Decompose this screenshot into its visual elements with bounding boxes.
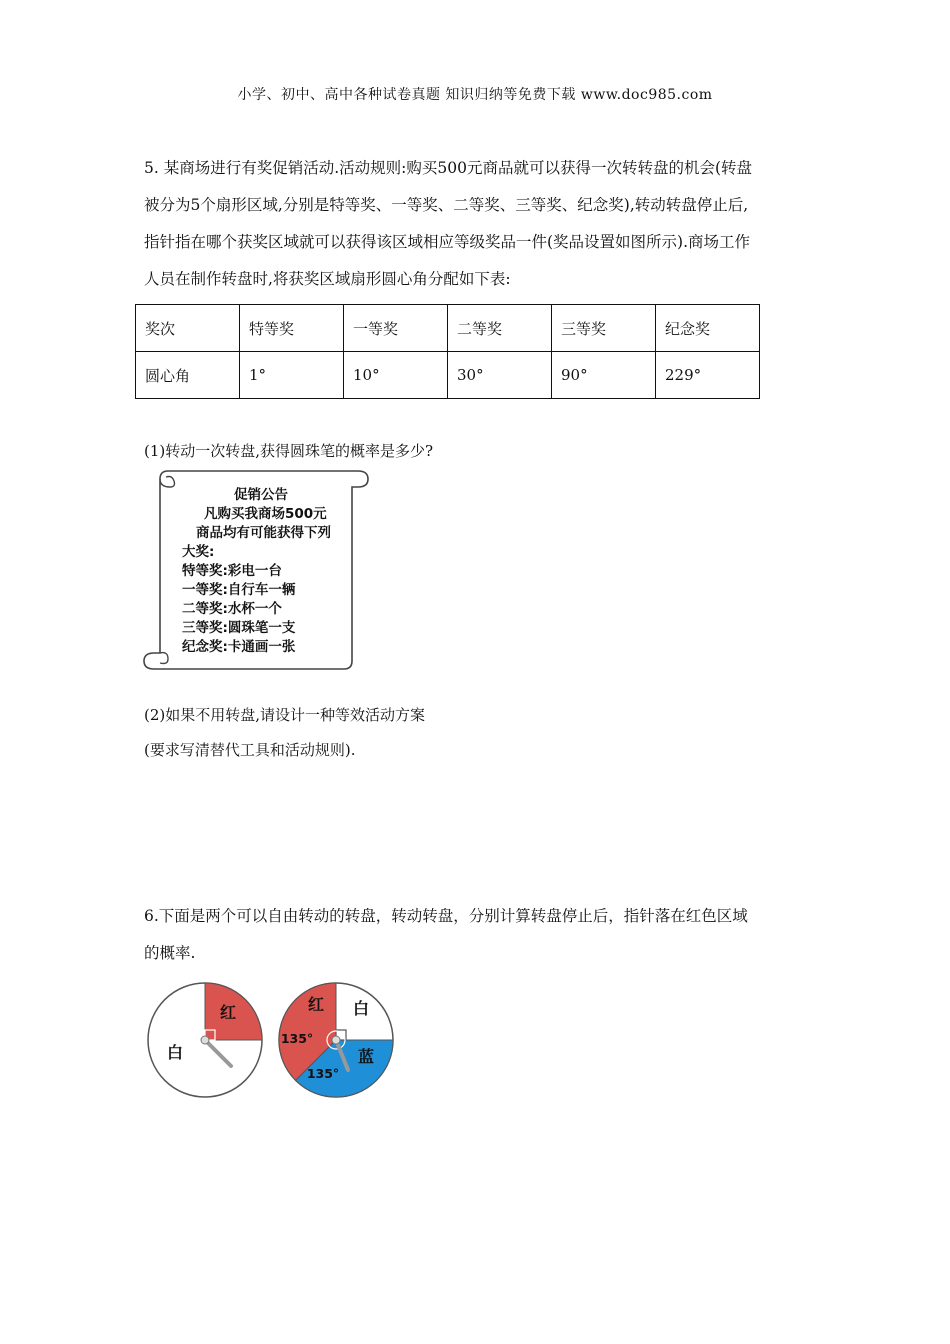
question-5-text [144, 150, 814, 298]
spinner-wheel-1 [145, 980, 265, 1100]
table-cell: 圆心角 [136, 352, 240, 399]
promotion-notice [176, 486, 356, 657]
table-row [136, 352, 760, 399]
notice-line: 特等奖:彩电一台 [182, 563, 282, 579]
table-header-row [136, 305, 760, 352]
notice-line: 商品均有可能获得下列 [196, 525, 331, 541]
prize-angle-table [135, 304, 760, 399]
wheel2-blue-angle-label: 135° [306, 1066, 340, 1081]
table-cell: 一等奖 [344, 305, 448, 352]
wheel2-red-label: 红 [307, 995, 325, 1014]
table-cell: 90° [552, 352, 656, 399]
table-cell: 奖次 [136, 305, 240, 352]
wheel2-hub [332, 1036, 340, 1044]
notice-line: 大奖: [182, 544, 215, 560]
table-cell: 229° [656, 352, 760, 399]
page-header: 小学、初中、高中各种试卷真题 知识归纳等免费下载 www.doc985.com [237, 87, 713, 103]
notice-line: 三等奖:圆珠笔一支 [182, 620, 296, 636]
question-6-text [144, 898, 814, 972]
q5-line: 被分为5个扇形区域,分别是特等奖、一等奖、二等奖、三等奖、纪念奖),转动转盘停止后, [144, 196, 749, 214]
sub-question-2: (2)如果不用转盘,请设计一种等效活动方案 [144, 706, 426, 724]
wheel1-red-label: 红 [219, 1003, 237, 1022]
wheel1-hub [201, 1036, 209, 1044]
table-cell: 特等奖 [240, 305, 344, 352]
notice-line: 凡购买我商场500元 [204, 506, 327, 522]
notice-line: 纪念奖:卡通画一张 [182, 639, 296, 655]
q5-line: 人员在制作转盘时,将获奖区域扇形圆心角分配如下表: [144, 270, 511, 288]
table-cell: 30° [448, 352, 552, 399]
table-cell: 1° [240, 352, 344, 399]
table-cell: 二等奖 [448, 305, 552, 352]
wheel1-white-label: 白 [166, 1043, 184, 1062]
q5-line: 5. 某商场进行有奖促销活动.活动规则:购买500元商品就可以获得一次转转盘的机会(转盘 [144, 159, 752, 177]
q6-line: 6.下面是两个可以自由转动的转盘，转动转盘，分别计算转盘停止后，指针落在红色区域 [144, 907, 748, 925]
table-cell: 纪念奖 [656, 305, 760, 352]
table-cell: 三等奖 [552, 305, 656, 352]
q6-line: 的概率. [144, 944, 196, 962]
q5-line: 指针指在哪个获奖区域就可以获得该区域相应等级奖品一件(奖品设置如图所示).商场工作 [144, 233, 751, 251]
notice-line: 二等奖:水杯一个 [182, 601, 282, 617]
sub-question-2-note: (要求写清替代工具和活动规则). [144, 741, 356, 759]
table-cell: 10° [344, 352, 448, 399]
sub-question-1: (1)转动一次转盘,获得圆珠笔的概率是多少? [144, 442, 434, 460]
wheel2-white-label: 白 [352, 999, 370, 1018]
spinner-wheel-2 [276, 980, 396, 1100]
wheel2-red-angle-label: 135° [280, 1031, 314, 1046]
notice-title: 促销公告 [234, 487, 288, 503]
notice-line: 一等奖:自行车一辆 [182, 582, 296, 598]
wheel2-blue-label: 蓝 [357, 1047, 375, 1066]
